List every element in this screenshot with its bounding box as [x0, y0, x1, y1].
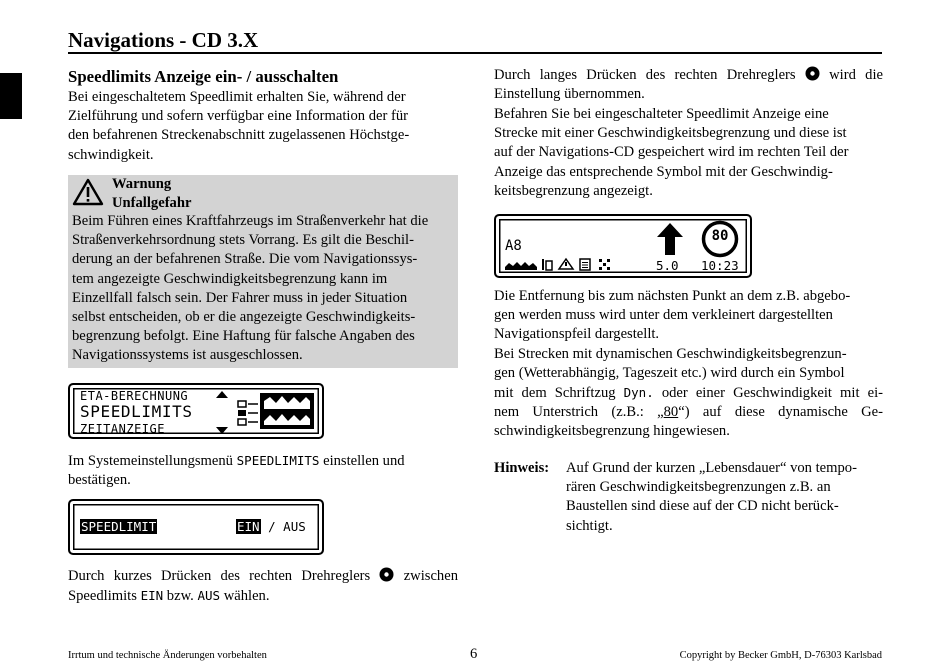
road-name: A8 [505, 238, 522, 254]
on-off-toggle [236, 519, 306, 534]
caption-text: Im Systemeinstellungsmenü [68, 453, 237, 469]
para-text: nem Unterstrich (z.B.: „ [494, 404, 664, 421]
option-off: AUS [283, 519, 306, 534]
status-icons-row [504, 257, 652, 271]
intro-line: den befahrenen Streckenabschnitt zugelassenen Höchstge- [68, 127, 410, 144]
right-paragraph-2 [494, 105, 883, 201]
option-on: EIN [237, 519, 260, 534]
toggle-caption [68, 567, 458, 606]
section-heading: Speedlimits Anzeige ein- / ausschalten [68, 67, 339, 86]
footer-copyright: Copyright by Becker GmbH, D-76303 Karlsbad [679, 650, 882, 661]
hint-line: rären Geschwindigkeitsbegrenzungen z.B. an [566, 479, 831, 496]
warning-line: Beim Führen eines Kraftfahrzeugs im Straßenverkehr hat die [72, 213, 429, 229]
intro-paragraph [68, 88, 458, 165]
page-title: Navigations - CD 3.X [68, 28, 259, 52]
para-text: “) auf diese dynamische Ge- [678, 404, 884, 421]
menu-item-eta: ETA-BERECHNUNG [80, 389, 189, 403]
example-speed: 80 [663, 404, 679, 421]
hint-label: Hinweis: [494, 460, 550, 476]
warning-subtitle: Unfallgefahr [112, 195, 192, 211]
intro-line: Bei eingeschaltetem Speedlimit erhalten Sie, während der [68, 89, 406, 105]
warning-line: selbst entscheiden, ob er die angezeigte Geschwindigkeits- [72, 309, 416, 326]
settings-menu-icon [236, 391, 318, 431]
menu-caption [68, 451, 458, 490]
distance-value: 5.0 [656, 258, 679, 273]
hint-text [566, 459, 883, 536]
hint-line: Baustellen sind diese auf der CD nicht berück- [566, 498, 839, 515]
speedlimit-label [80, 519, 157, 534]
caption-text: Durch kurzes Drücken des rechten Drehreglers [68, 568, 371, 584]
para-line: schwindigkeitsbegrenzung hingewiesen. [494, 423, 730, 440]
code-dyn: Dyn. [623, 385, 654, 401]
speedlimit-label-text: SPEEDLIMIT [81, 519, 157, 534]
scroll-down-icon [216, 427, 228, 435]
para-line: Einstellung übernommen. [494, 86, 645, 103]
menu-item-speedlimits: SPEEDLIMITS [80, 402, 193, 421]
para-line: gen werden muss wird unter dem verkleinert dargestellten [494, 307, 833, 324]
section-tab-marker [0, 73, 22, 119]
caption-line: bestätigen. [68, 472, 131, 489]
navigation-lcd-display [494, 214, 752, 278]
scroll-up-icon [216, 391, 228, 399]
warning-line: Navigationssystems ist ausgeschlossen. [72, 347, 303, 364]
option-separator: / [268, 519, 276, 534]
para-line: gen (Wetterabhängig, Tageszeit etc.) wird durch ein Symbol [494, 364, 845, 381]
speed-limit-value: 80 [711, 228, 729, 244]
warning-line: begrenzung befolgt. Eine Haftung für falsche Angaben des [72, 328, 415, 345]
para-text: oder einer Geschwindigkeit mit ei- [653, 385, 883, 402]
clock-time: 10:23 [701, 258, 739, 273]
caption-text: Speedlimits [68, 588, 141, 605]
caption-text: wählen. [220, 588, 270, 605]
menu-item-zeitanzeige: ZEITANZEIGE [80, 422, 165, 436]
warning-text [72, 212, 455, 366]
page-number: 6 [470, 646, 478, 662]
para-line: Anzeige das entsprechende Symbol mit der Geschwindig- [494, 163, 833, 180]
right-paragraph-1 [494, 66, 883, 104]
hint-line: sichtigt. [566, 517, 613, 534]
warning-line: derung an der befahrenen Straße. Die vom Navigationssys- [72, 251, 418, 268]
navigation-arrow-icon [656, 222, 684, 256]
code-ein: EIN [140, 588, 164, 604]
code-aus: AUS [197, 588, 221, 604]
menu-lcd-display [68, 383, 324, 439]
caption-text: zwischen [403, 568, 458, 584]
para-text: Durch langes Drücken des rechten Drehreglers [494, 67, 796, 83]
caption-text: einstellen und [319, 453, 405, 469]
footer-disclaimer: Irrtum und technische Änderungen vorbehalten [68, 650, 267, 661]
toggle-lcd-display [68, 499, 324, 555]
para-line: Strecke mit einer Geschwindigkeitsbegrenzung und diese ist [494, 125, 847, 142]
warning-line: Einzellfall falsch sein. Der Fahrer muss in jeder Situation [72, 289, 408, 306]
para-line: Bei Strecken mit dynamischen Geschwindigkeitsbegrenzun- [494, 345, 847, 362]
hint-line: Auf Grund der kurzen „Lebensdauer“ von tempo- [566, 460, 857, 476]
para-text: mit dem Schriftzug [494, 385, 624, 402]
warning-title [112, 175, 191, 213]
warning-line: Straßenverkehrsordnung stets Vorrang. Es gilt die Beschil- [72, 232, 414, 249]
warning-title-line: Warnung [112, 176, 172, 192]
para-line: Die Entfernung bis zum nächsten Punkt an dem z.B. abgebo- [494, 288, 851, 304]
para-line: Navigationspfeil dargestellt. [494, 326, 660, 343]
para-line: keitsbegrenzung angezeigt. [494, 182, 653, 199]
right-paragraph-3 [494, 287, 883, 442]
intro-line: Zielführung und sofern verfügbar eine Information der für [68, 108, 408, 125]
para-line: auf der Navigations-CD gespeichert wird im rechten Teil der [494, 144, 849, 161]
rotary-knob-icon [805, 66, 820, 81]
intro-line: schwindigkeit. [68, 146, 154, 163]
warning-line: tem angezeigte Geschwindigkeitsbegrenzung kann im [72, 270, 388, 287]
code-speedlimits: SPEEDLIMITS [236, 453, 320, 468]
caption-text: bzw. [163, 588, 198, 605]
header-rule [68, 52, 882, 54]
rotary-knob-icon [379, 567, 394, 582]
warning-triangle-icon [72, 178, 104, 206]
para-line: Befahren Sie bei eingeschalteter Speedlimit Anzeige eine [494, 106, 829, 122]
para-text: wird die [829, 67, 883, 83]
